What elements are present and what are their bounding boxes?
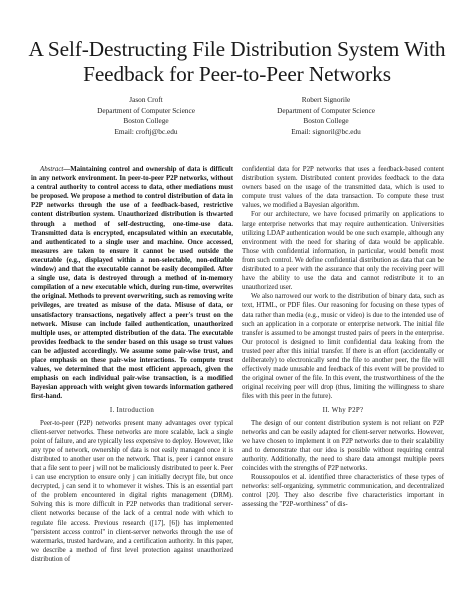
abstract-text: —Maintaining control and ownership of data is difficult in any network environment. In peer-to-peer P2P networks, without a central authority to control access to data, other mediations must be proposed. We propose a method to control distribution of data in P2P networks through the use of a feedback-based, restrictive content distribution system. Unauthorized distribution is thwarted through a method of self-destructing, one-time-use data. Transmitted data is encrypted, encapsulated within an executable, and authenticated to a single user and machine. Once accessed, measures are taken to ensure it cannot be used outside the executable (e.g., displayed within a non-selectable, non-editable window) and that the executable cannot be easily decompiled. After a single use, data is destroyed through a method of in-memory compilation of a new executable which, during run-time, overwrites the original. Methods to prevent overwriting, such as removing write privileges, are treated as misuse of the data. Misuse of data, or unsatisfactory transactions, negatively affect a peer's trust on the network. Misuse can include failed authentication, unauthorized multiple uses, or attempted distribution of the data. The executable provides feedback to the sender based on this usage so trust values can be adjusted accordingly. We assume some pair-wise trust, and place emphasis on these pair-wise interactions. To compute trust values, we determined that the most efficient approach, given the emphasis on each individual pair-wise transaction, is a modified Bayesian approach with weight given towards information gathered first-hand. [31, 166, 233, 401]
author-institution: Boston College [123, 116, 169, 126]
author-email: Email: croftj@bc.edu [114, 126, 178, 136]
title-line-2: Feedback for Peer-to-Peer Networks [83, 62, 391, 86]
author-name: Jason Croft [129, 95, 163, 104]
section-heading-introduction: I. Introduction [109, 407, 155, 415]
body-paragraph: confidential data for P2P networks that uses a feedback-based content distribution system. Distributed content provides feedback to the data owners based on the usage of the transmitted data, which is used to compute trust values of the data transaction. To compute these trust values, we modified a Bayesian algorithm. [242, 166, 444, 210]
paper-title [20, 37, 454, 87]
author-department: Department of Computer Science [277, 105, 375, 115]
author-block-1 [71, 95, 221, 137]
author-email: Email: signoril@bc.edu [291, 126, 361, 136]
intro-paragraph: Peer-to-peer (P2P) networks present many advantages over typical client-server networks. These networks are more scalable, lack a single point of failure, and are typically less expensive to deploy. However, like any type of network, ownership of data is not easily managed once it is distributed to another user on the network. That is, peer i cannot ensure that a file sent to peer j will not be maliciously distributed to peer k. Peer i can use encryption to ensure only j can initially decrypt file, but once decrypted, j can send it to whomever it wishes. This is an essential part of the problem encountered in digital rights management (DRM). Solving this is more difficult in P2P networks than traditional server-client networks because of the lack of a central node with which to regulate file access. Previous research ([17], [6]) has implemented "persistent access control" in client-server networks through the use of watermarks, trusted hardware, and a certification authority. In this paper, we describe a method of first level protection against unauthorized distribution of [31, 419, 233, 563]
right-column [242, 165, 444, 509]
author-block-2 [251, 95, 401, 137]
author-name: Robert Signorile [301, 95, 351, 104]
abstract [31, 165, 233, 401]
section-heading-why-p2p: II. Why P2P? [322, 407, 364, 415]
body-paragraph: For our architecture, we have focused primarily on applications to large enterprise networks that may require authentication. Universities utilizing LDAP authentication would be one such example, although any environment with the need for sharing of data would be applicable. Those with confidential information, in particular, would benefit most from such control. We define confidential distribution as data that can be distributed to a peer with the assurance that only the receiving peer will have the ability to use the data and cannot redistribute it to an unauthorized user. [242, 211, 444, 292]
body-paragraph: The design of our content distribution system is not reliant on P2P networks and can be easily adapted for client-server networks. However, we have chosen to implement it on P2P networks due to their scalability and to demonstrate that our idea is possible without requiring central authority. Additionally, the need to share data amongst multiple peers coincides with the strengths of P2P networks. [242, 419, 444, 472]
left-column [31, 165, 233, 564]
body-paragraph: Roussopoulos et al. identified three characteristics of these types of networks: self-organizing, symmetric communication, and decentralized control [20]. They also describe five characteristics important in assessing the "P2P-worthiness" of dis- [242, 474, 444, 509]
author-institution: Boston College [303, 116, 349, 126]
title-line-1: A Self-Destructing File Distribution System With [28, 37, 446, 61]
body-paragraph: We also narrowed our work to the distribution of binary data, such as text, HTML, or PDF files. Our reasoning for focusing on these types of data rather than media (e.g., music or video) is due to the intended use of such an application in a corporate or enterprise network. The initial file transfer is assumed to be amongst trusted pairs of peers in the enterprise. Our protocol is designed to limit confidential data leaking from the trusted peer after this initial transfer. If there is an effort (accidentally or deliberately) to electronically send the file to another peer, the file will effectively made unusable and feedback of this event will be provided to the original owner of the file. In this event, the trustworthiness of the the original receiving peer will drop (thus, limiting the willingness to share files with this peer in the future). [242, 293, 444, 401]
author-department: Department of Computer Science [97, 105, 195, 115]
abstract-label: Abstract [40, 166, 64, 173]
